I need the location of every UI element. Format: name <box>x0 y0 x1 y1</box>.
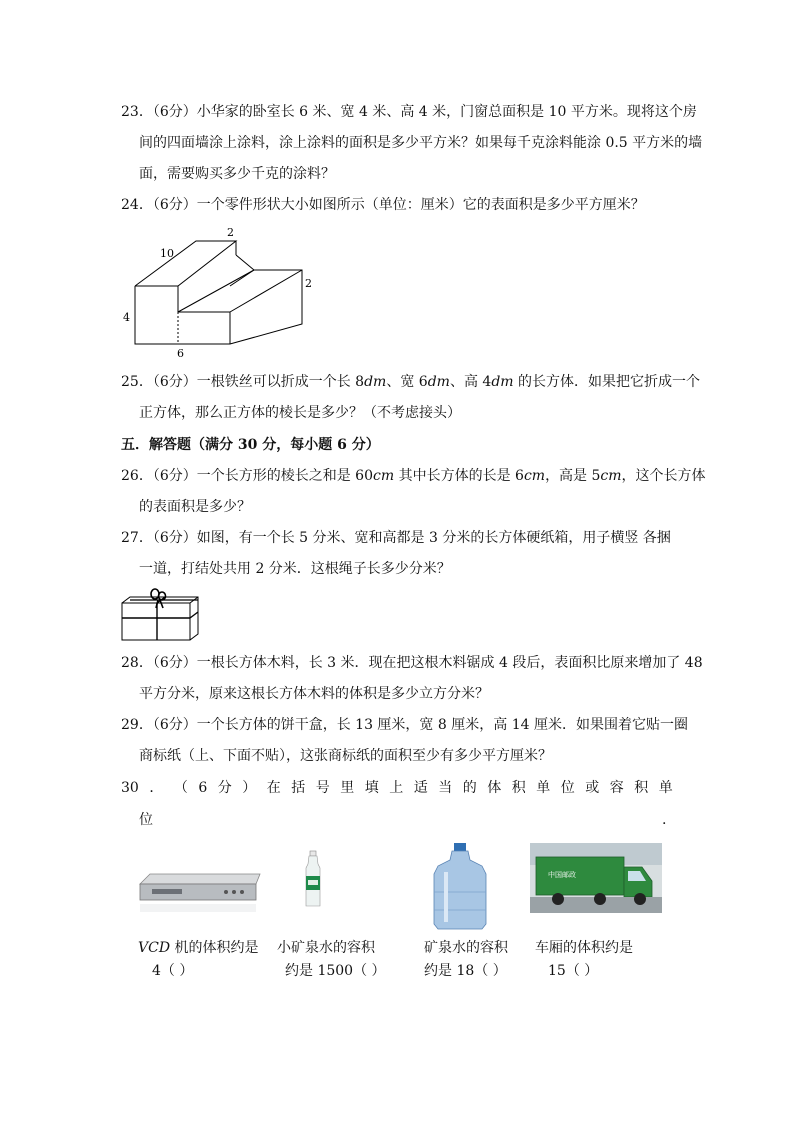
vcd-player-icon <box>138 866 262 918</box>
caption-truck-2: 15（ ） <box>548 963 599 979</box>
q29-line-1: 29．（6分）一个长方体的饼干盒，长 13 厘米，宽 8 厘米，高 14 厘米．如果围着它贴一圈 <box>121 717 688 733</box>
q30-line-2: 位 <box>139 812 153 828</box>
q24-line-1: 24．（6分）一个零件形状大小如图所示（单位：厘米）它的表面积是多少平方厘米？ <box>121 197 645 213</box>
small-water-bottle-icon <box>303 850 323 908</box>
q30-end-dot: . <box>662 812 667 828</box>
q23-line-2: 间的四面墙涂上涂料，涂上涂料的面积是多少平方米？如果每千克涂料能涂 0.5 平方米的墙 <box>139 135 703 151</box>
caption-jug-2: 约是 18（ ） <box>424 963 507 979</box>
dim-top: 2 <box>227 226 234 239</box>
q25-line-1: 25．（6分）一根铁丝可以折成一个长 8dm、宽 6dm、高 4dm 的长方体．如果把它折成一个 <box>121 374 701 390</box>
q28-line-1: 28．（6分）一根长方体木料，长 3 米．现在把这根木料锯成 4 段后，表面积比原来增加了 48 <box>121 655 703 671</box>
caption-vcd-1: VCD 机的体积约是 <box>138 940 259 956</box>
dim-right: 2 <box>305 277 312 290</box>
tied-box-diagram <box>120 588 202 644</box>
q26-line-1: 26．（6分）一个长方形的棱长之和是 60cm 其中长方体的长是 6cm，高是 5cm，这个长方体 <box>121 468 706 484</box>
q29-line-2: 商标纸（上、下面不贴），这张商标纸的面积至少有多少平方厘米？ <box>139 748 552 764</box>
truck-label: 中国邮政 <box>548 871 576 879</box>
caption-truck-1: 车厢的体积约是 <box>535 940 633 956</box>
q27-line-1: 27．（6分）如图，有一个长 5 分米、宽和高都是 3 分米的长方体硬纸箱，用子横竖 各捆 <box>121 530 671 546</box>
step-block-diagram <box>118 225 328 365</box>
section-5-title: 五．解答题（满分 30 分，每小题 6 分） <box>121 437 380 453</box>
dim-height: 4 <box>123 311 130 324</box>
caption-vcd-2: 4（ ） <box>152 963 194 979</box>
mail-truck-icon <box>530 843 662 913</box>
big-water-jug-icon <box>432 842 488 930</box>
q23-line-3: 面，需要购买多少千克的涂料？ <box>139 166 335 182</box>
caption-jug-1: 矿泉水的容积 <box>424 940 508 956</box>
caption-small-bottle-2: 约是 1500（ ） <box>285 963 386 979</box>
q23-line-1: 23．（6分）小华家的卧室长 6 米、宽 4 米、高 4 米，门窗总面积是 10 平方米。现将这个房 <box>121 104 697 120</box>
q27-line-2: 一道，打结处共用 2 分米．这根绳子长多少分米？ <box>139 561 451 577</box>
q28-line-2: 平方分米，原来这根长方体木料的体积是多少立方分米？ <box>139 686 489 702</box>
q30-line-1: 30 ． （ 6 分 ） 在 括 号 里 填 上 适 当 的 体 积 单 位 或 容 积 单 <box>121 780 673 796</box>
q25-line-2: 正方体，那么正方体的棱长是多少？（不考虑接头） <box>139 405 461 421</box>
q26-line-2: 的表面积是多少？ <box>139 499 251 515</box>
dim-length: 10 <box>160 247 174 260</box>
caption-small-bottle-1: 小矿泉水的容积 <box>277 940 375 956</box>
dim-bottom: 6 <box>177 347 184 360</box>
